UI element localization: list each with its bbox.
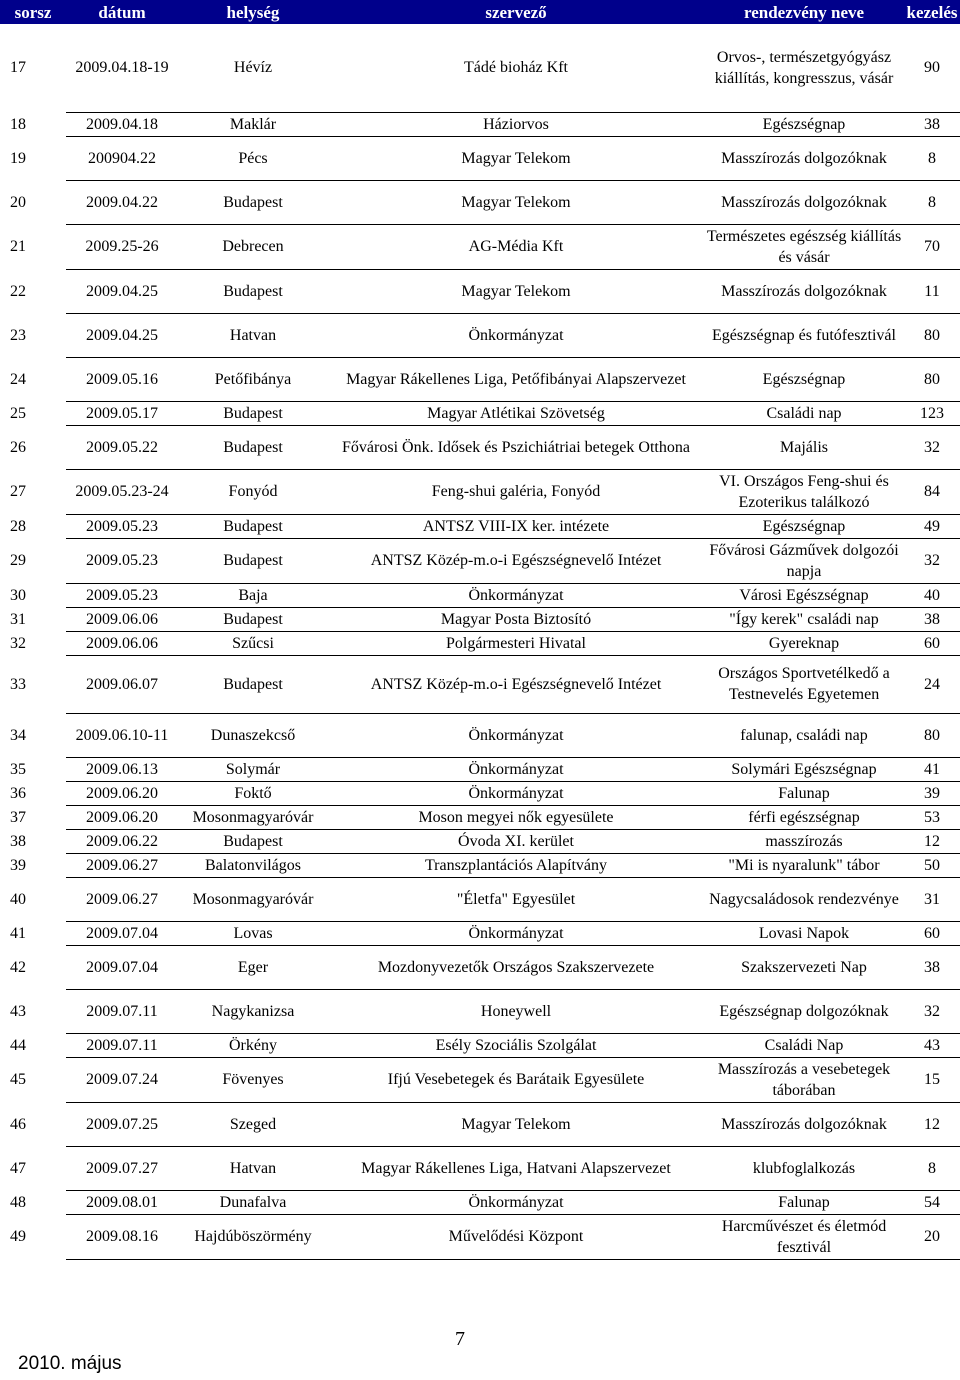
cell-datum: 2009.04.22 xyxy=(66,180,178,224)
cell-datum: 2009.06.20 xyxy=(66,781,178,805)
table-row xyxy=(0,1033,960,1057)
cell-datum: 2009.06.10-11 xyxy=(66,713,178,757)
cell-kezeles: 84 xyxy=(904,469,960,514)
cell-szervezo: Magyar Rákellenes Liga, Petőfibányai Alapszervezet xyxy=(328,357,704,401)
cell-kezeles: 49 xyxy=(904,514,960,538)
cell-rendezveny-neve: Falunap xyxy=(704,781,904,805)
cell-rendezveny-neve: Masszírozás a vesebetegek táborában xyxy=(704,1057,904,1102)
column-header-sorsz: sorsz xyxy=(0,0,66,24)
cell-sorsz: 49 xyxy=(10,1228,26,1245)
table-row xyxy=(0,877,960,921)
cell-kezeles: 60 xyxy=(904,921,960,945)
table-row xyxy=(0,1190,960,1214)
cell-datum: 2009.07.24 xyxy=(66,1057,178,1102)
cell-datum: 2009.06.27 xyxy=(66,877,178,921)
cell-rendezveny-neve: Masszírozás dolgozóknak xyxy=(704,269,904,313)
cell-kezeles: 53 xyxy=(904,805,960,829)
cell-rendezveny-neve: Masszírozás dolgozóknak xyxy=(704,136,904,180)
cell-helyseg: Örkény xyxy=(178,1033,328,1057)
cell-helyseg: Budapest xyxy=(178,514,328,538)
cell-datum: 2009.04.18 xyxy=(66,112,178,136)
cell-kezeles: 90 xyxy=(904,24,960,112)
cell-datum: 200904.22 xyxy=(66,136,178,180)
cell-helyseg: Hatvan xyxy=(178,1146,328,1190)
cell-rendezveny-neve: Fővárosi Gázművek dolgozói napja xyxy=(704,538,904,583)
cell-helyseg: Solymár xyxy=(178,757,328,781)
cell-datum: 2009.05.23 xyxy=(66,583,178,607)
cell-helyseg: Baja xyxy=(178,583,328,607)
table-row xyxy=(0,1146,960,1190)
cell-helyseg: Budapest xyxy=(178,401,328,425)
cell-sorsz: 31 xyxy=(10,610,26,628)
cell-szervezo: Ifjú Vesebetegek és Barátaik Egyesülete xyxy=(328,1057,704,1102)
cell-rendezveny-neve: Falunap xyxy=(704,1190,904,1214)
cell-helyseg: Mosonmagyaróvár xyxy=(178,805,328,829)
cell-rendezveny-neve: masszírozás xyxy=(704,829,904,853)
cell-rendezveny-neve: Családi nap xyxy=(704,401,904,425)
cell-kezeles: 11 xyxy=(904,269,960,313)
cell-szervezo: Esély Szociális Szolgálat xyxy=(328,1033,704,1057)
cell-sorsz: 33 xyxy=(10,675,26,693)
cell-kezeles: 80 xyxy=(904,313,960,357)
cell-datum: 2009.06.13 xyxy=(66,757,178,781)
cell-kezeles: 70 xyxy=(904,224,960,269)
cell-datum: 2009.06.06 xyxy=(66,631,178,655)
cell-datum: 2009.05.23-24 xyxy=(66,469,178,514)
cell-helyseg: Debrecen xyxy=(178,224,328,269)
cell-szervezo: Önkormányzat xyxy=(328,921,704,945)
cell-sorsz: 24 xyxy=(10,370,26,388)
cell-kezeles: 54 xyxy=(904,1190,960,1214)
cell-szervezo: Magyar Telekom xyxy=(328,136,704,180)
cell-helyseg: Budapest xyxy=(178,180,328,224)
table-row xyxy=(0,607,960,631)
cell-helyseg: Balatonvilágos xyxy=(178,853,328,877)
table-row xyxy=(0,313,960,357)
cell-sorsz: 36 xyxy=(10,784,26,802)
cell-kezeles: 38 xyxy=(904,945,960,989)
cell-szervezo: Önkormányzat xyxy=(328,1190,704,1214)
cell-szervezo: Polgármesteri Hivatal xyxy=(328,631,704,655)
cell-sorsz: 29 xyxy=(10,552,26,569)
cell-kezeles: 8 xyxy=(904,136,960,180)
column-header-datum: dátum xyxy=(66,0,178,24)
cell-kezeles: 38 xyxy=(904,607,960,631)
cell-kezeles: 39 xyxy=(904,781,960,805)
cell-helyseg: Hévíz xyxy=(178,24,328,112)
cell-sorsz: 38 xyxy=(10,832,26,850)
cell-kezeles: 32 xyxy=(904,989,960,1033)
cell-rendezveny-neve: Orvos-, természetgyógyász kiállítás, kongresszus, vásár xyxy=(704,24,904,112)
cell-szervezo: Önkormányzat xyxy=(328,757,704,781)
cell-rendezveny-neve: Gyereknap xyxy=(704,631,904,655)
cell-kezeles: 80 xyxy=(904,713,960,757)
cell-helyseg: Eger xyxy=(178,945,328,989)
table-row xyxy=(0,1057,960,1102)
cell-kezeles: 43 xyxy=(904,1033,960,1057)
cell-helyseg: Fonyód xyxy=(178,469,328,514)
cell-sorsz: 22 xyxy=(10,282,26,300)
cell-datum: 2009.04.25 xyxy=(66,269,178,313)
cell-szervezo: Tádé bioház Kft xyxy=(328,24,704,112)
cell-szervezo: Önkormányzat xyxy=(328,583,704,607)
cell-szervezo: Magyar Posta Biztosító xyxy=(328,607,704,631)
cell-szervezo: Háziorvos xyxy=(328,112,704,136)
table-row xyxy=(0,1214,960,1259)
cell-helyseg: Szeged xyxy=(178,1102,328,1146)
cell-kezeles: 12 xyxy=(904,829,960,853)
cell-datum: 2009.07.25 xyxy=(66,1102,178,1146)
page-number: 7 xyxy=(455,1328,465,1350)
cell-kezeles: 41 xyxy=(904,757,960,781)
table-row xyxy=(0,469,960,514)
cell-sorsz: 23 xyxy=(10,326,26,344)
cell-datum: 2009.05.16 xyxy=(66,357,178,401)
footer-date: 2010. május xyxy=(18,1353,122,1374)
table-body xyxy=(0,24,960,1259)
cell-datum: 2009.08.01 xyxy=(66,1190,178,1214)
cell-szervezo: "Életfa" Egyesület xyxy=(328,877,704,921)
cell-szervezo: Transzplantációs Alapítvány xyxy=(328,853,704,877)
cell-sorsz: 21 xyxy=(10,238,26,255)
cell-rendezveny-neve: Harcművészet és életmód fesztivál xyxy=(704,1214,904,1259)
cell-helyseg: Budapest xyxy=(178,538,328,583)
cell-sorsz: 19 xyxy=(10,149,26,167)
cell-kezeles: 15 xyxy=(904,1057,960,1102)
cell-datum: 2009.06.22 xyxy=(66,829,178,853)
cell-kezeles: 123 xyxy=(904,401,960,425)
column-header-szervezo: szervező xyxy=(328,0,704,24)
cell-datum: 2009.07.27 xyxy=(66,1146,178,1190)
table-row xyxy=(0,713,960,757)
table-row xyxy=(0,180,960,224)
cell-rendezveny-neve: Masszírozás dolgozóknak xyxy=(704,180,904,224)
cell-kezeles: 12 xyxy=(904,1102,960,1146)
cell-sorsz: 43 xyxy=(10,1002,26,1020)
cell-szervezo: Művelődési Központ xyxy=(328,1214,704,1259)
cell-rendezveny-neve: férfi egészségnap xyxy=(704,805,904,829)
cell-rendezveny-neve: Majális xyxy=(704,425,904,469)
cell-rendezveny-neve: Egészségnap xyxy=(704,112,904,136)
cell-kezeles: 24 xyxy=(904,655,960,713)
cell-datum: 2009.25-26 xyxy=(66,224,178,269)
table-row xyxy=(0,538,960,583)
table-row xyxy=(0,781,960,805)
table-row xyxy=(0,269,960,313)
cell-kezeles: 80 xyxy=(904,357,960,401)
cell-szervezo: ANTSZ VIII-IX ker. intézete xyxy=(328,514,704,538)
cell-helyseg: Hatvan xyxy=(178,313,328,357)
cell-sorsz: 47 xyxy=(10,1159,26,1177)
cell-szervezo: Honeywell xyxy=(328,989,704,1033)
table-row xyxy=(0,224,960,269)
cell-szervezo: Önkormányzat xyxy=(328,781,704,805)
cell-rendezveny-neve: Egészségnap xyxy=(704,514,904,538)
table-row xyxy=(0,945,960,989)
cell-rendezveny-neve: VI. Országos Feng-shui és Ezoterikus találkozó xyxy=(704,469,904,514)
column-header-kezeles: kezelés xyxy=(904,0,960,24)
cell-datum: 2009.05.22 xyxy=(66,425,178,469)
cell-datum: 2009.05.17 xyxy=(66,401,178,425)
cell-datum: 2009.06.27 xyxy=(66,853,178,877)
table-row xyxy=(0,921,960,945)
cell-rendezveny-neve: klubfoglalkozás xyxy=(704,1146,904,1190)
table-row xyxy=(0,757,960,781)
cell-sorsz: 17 xyxy=(10,59,26,77)
cell-szervezo: Magyar Rákellenes Liga, Hatvani Alapszervezet xyxy=(328,1146,704,1190)
cell-sorsz: 26 xyxy=(10,438,26,456)
cell-rendezveny-neve: Családi Nap xyxy=(704,1033,904,1057)
cell-rendezveny-neve: "Így kerek" családi nap xyxy=(704,607,904,631)
table-row xyxy=(0,1102,960,1146)
cell-sorsz: 45 xyxy=(10,1071,26,1088)
cell-datum: 2009.07.04 xyxy=(66,921,178,945)
table-row xyxy=(0,136,960,180)
cell-datum: 2009.04.18-19 xyxy=(66,24,178,112)
cell-sorsz: 28 xyxy=(10,517,26,535)
cell-sorsz: 39 xyxy=(10,856,26,874)
cell-helyseg: Petőfibánya xyxy=(178,357,328,401)
cell-sorsz: 41 xyxy=(10,924,26,942)
cell-szervezo: Óvoda XI. kerület xyxy=(328,829,704,853)
cell-sorsz: 27 xyxy=(10,483,26,500)
cell-sorsz: 18 xyxy=(10,115,26,133)
table-row xyxy=(0,829,960,853)
cell-rendezveny-neve: Városi Egészségnap xyxy=(704,583,904,607)
cell-rendezveny-neve: Solymári Egészségnap xyxy=(704,757,904,781)
cell-helyseg: Budapest xyxy=(178,655,328,713)
cell-helyseg: Lovas xyxy=(178,921,328,945)
cell-sorsz: 48 xyxy=(10,1193,26,1211)
cell-sorsz: 30 xyxy=(10,586,26,604)
table-row xyxy=(0,401,960,425)
cell-kezeles: 50 xyxy=(904,853,960,877)
cell-szervezo: ANTSZ Közép-m.o-i Egészségnevelő Intézet xyxy=(328,655,704,713)
cell-helyseg: Maklár xyxy=(178,112,328,136)
cell-datum: 2009.05.23 xyxy=(66,538,178,583)
cell-datum: 2009.08.16 xyxy=(66,1214,178,1259)
table-row xyxy=(0,24,960,112)
cell-kezeles: 32 xyxy=(904,425,960,469)
table-row xyxy=(0,631,960,655)
cell-datum: 2009.06.07 xyxy=(66,655,178,713)
cell-helyseg: Mosonmagyaróvár xyxy=(178,877,328,921)
cell-szervezo: Magyar Atlétikai Szövetség xyxy=(328,401,704,425)
cell-helyseg: Budapest xyxy=(178,425,328,469)
cell-helyseg: Budapest xyxy=(178,269,328,313)
cell-szervezo: Önkormányzat xyxy=(328,713,704,757)
cell-szervezo: Magyar Telekom xyxy=(328,180,704,224)
cell-rendezveny-neve: falunap, családi nap xyxy=(704,713,904,757)
cell-szervezo: Moson megyei nők egyesülete xyxy=(328,805,704,829)
cell-helyseg: Nagykanizsa xyxy=(178,989,328,1033)
header-row xyxy=(0,0,960,24)
cell-datum: 2009.07.11 xyxy=(66,1033,178,1057)
cell-helyseg: Hajdúböszörmény xyxy=(178,1214,328,1259)
cell-szervezo: Feng-shui galéria, Fonyód xyxy=(328,469,704,514)
cell-szervezo: AG-Média Kft xyxy=(328,224,704,269)
cell-helyseg: Dunafalva xyxy=(178,1190,328,1214)
cell-datum: 2009.07.11 xyxy=(66,989,178,1033)
cell-szervezo: Fővárosi Önk. Idősek és Pszichiátriai betegek Otthona xyxy=(328,425,704,469)
cell-rendezveny-neve: Egészségnap dolgozóknak xyxy=(704,989,904,1033)
cell-sorsz: 46 xyxy=(10,1115,26,1133)
cell-helyseg: Dunaszekcső xyxy=(178,713,328,757)
cell-datum: 2009.07.04 xyxy=(66,945,178,989)
cell-helyseg: Szűcsi xyxy=(178,631,328,655)
cell-sorsz: 32 xyxy=(10,634,26,652)
cell-szervezo: ANTSZ Közép-m.o-i Egészségnevelő Intézet xyxy=(328,538,704,583)
cell-szervezo: Magyar Telekom xyxy=(328,269,704,313)
table-row xyxy=(0,805,960,829)
table-row xyxy=(0,112,960,136)
cell-kezeles: 8 xyxy=(904,180,960,224)
cell-sorsz: 34 xyxy=(10,726,26,744)
cell-rendezveny-neve: Nagycsaládosok rendezvénye xyxy=(704,877,904,921)
cell-rendezveny-neve: Egészségnap xyxy=(704,357,904,401)
cell-kezeles: 60 xyxy=(904,631,960,655)
table-row xyxy=(0,989,960,1033)
cell-helyseg: Foktő xyxy=(178,781,328,805)
column-header-helyseg: helység xyxy=(178,0,328,24)
cell-sorsz: 35 xyxy=(10,760,26,778)
cell-helyseg: Pécs xyxy=(178,136,328,180)
cell-rendezveny-neve: Természetes egészség kiállítás és vásár xyxy=(704,224,904,269)
cell-kezeles: 20 xyxy=(904,1214,960,1259)
cell-kezeles: 31 xyxy=(904,877,960,921)
cell-szervezo: Mozdonyvezetők Országos Szakszervezete xyxy=(328,945,704,989)
table-header xyxy=(0,0,960,24)
column-header-rendezveny-neve: rendezvény neve xyxy=(704,0,904,24)
cell-rendezveny-neve: Országos Sportvetélkedő a Testnevelés Egyetemen xyxy=(704,655,904,713)
cell-sorsz: 40 xyxy=(10,890,26,908)
cell-sorsz: 25 xyxy=(10,404,26,422)
cell-datum: 2009.04.25 xyxy=(66,313,178,357)
cell-rendezveny-neve: "Mi is nyaralunk" tábor xyxy=(704,853,904,877)
table-row xyxy=(0,425,960,469)
cell-kezeles: 8 xyxy=(904,1146,960,1190)
cell-datum: 2009.05.23 xyxy=(66,514,178,538)
cell-datum: 2009.06.06 xyxy=(66,607,178,631)
cell-helyseg: Budapest xyxy=(178,607,328,631)
cell-kezeles: 32 xyxy=(904,538,960,583)
cell-helyseg: Budapest xyxy=(178,829,328,853)
table-row xyxy=(0,514,960,538)
cell-sorsz: 37 xyxy=(10,808,26,826)
cell-rendezveny-neve: Szakszervezeti Nap xyxy=(704,945,904,989)
table-row xyxy=(0,655,960,713)
cell-rendezveny-neve: Egészségnap és futófesztivál xyxy=(704,313,904,357)
cell-kezeles: 40 xyxy=(904,583,960,607)
cell-szervezo: Magyar Telekom xyxy=(328,1102,704,1146)
cell-sorsz: 20 xyxy=(10,193,26,211)
cell-rendezveny-neve: Masszírozás dolgozóknak xyxy=(704,1102,904,1146)
table-row xyxy=(0,583,960,607)
cell-rendezveny-neve: Lovasi Napok xyxy=(704,921,904,945)
cell-szervezo: Önkormányzat xyxy=(328,313,704,357)
cell-datum: 2009.06.20 xyxy=(66,805,178,829)
table-row xyxy=(0,357,960,401)
cell-sorsz: 44 xyxy=(10,1036,26,1054)
table-row xyxy=(0,853,960,877)
cell-kezeles: 38 xyxy=(904,112,960,136)
cell-helyseg: Fövenyes xyxy=(178,1057,328,1102)
cell-sorsz: 42 xyxy=(10,958,26,976)
